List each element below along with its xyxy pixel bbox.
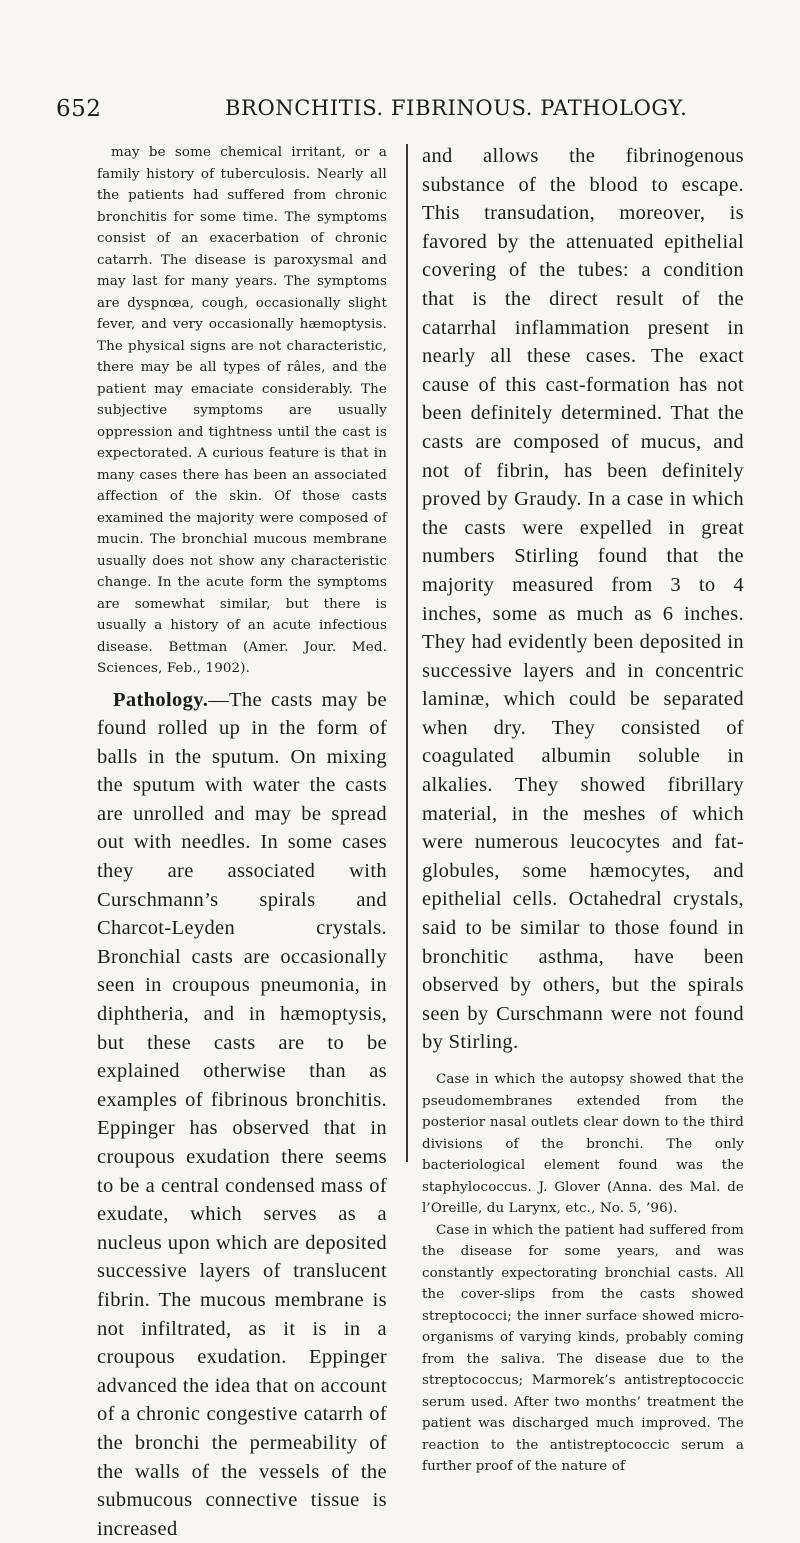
page-number: 652	[56, 96, 101, 122]
left-column	[97, 142, 387, 1543]
pathology-continued-paragraph: and allows the fibrinogenous substance of the blood to escape. This transudation, moreover, is favored by the attenuated epithelial covering of the tubes: a condition that is the direct result of the catarrhal inflammation present in nearly all these cases. The exact cause of this cast-formation has not been definitely determined. That the casts are composed of mucus, and not of fibrin, has been definitely proved by Graudy. In a case in which the casts were expelled in great numbers Stirling found that the majority measured from 3 to 4 inches, some as much as 6 inches. They had evidently been deposited in successive layers and in concentric laminæ, which could be separated when dry. They consisted of coagulated albumin soluble in alkalies. They showed fibrillary material, in the meshes of which were numerous leucocytes and fat-globules, some hæmocytes, and epithelial cells. Octahedral crystals, said to be similar to those found in bronchitic asthma, have been observed by others, but the spirals seen by Curschmann were not found by Stirling.	[422, 142, 744, 1057]
pathology-paragraph	[97, 686, 387, 1543]
case-report-2: Case in which the patient had suffered from the disease for some years, and was constantly expectorating bronchial casts. All the cover-slips from the casts showed streptococci; the inner surface showed micro-organisms of varying kinds, probably coming from the saliva. The disease due to the streptococcus; Marmorek’s antistreptococcic serum used. After two months’ treatment the patient was discharged much improved. The reaction to the antistreptococcic serum a further proof of the nature of	[422, 1220, 744, 1478]
symptoms-paragraph: may be some chemical irritant, or a family history of tuberculosis. Nearly all the patients had suffered from chronic bronchitis for some time. The symptoms consist of an exacerbation of chronic catarrh. The disease is paroxysmal and may last for many years. The symptoms are dyspnœa, cough, occasionally slight fever, and very occasionally hæmoptysis. The physical signs are not characteristic, there may be all types of râles, and the patient may emaciate considerably. The subjective symptoms are usually oppression and tightness until the cast is expectorated. A curious feature is that in many cases there has been an associated affection of the skin. Of those casts examined the majority were composed of mucin. The bronchial mucous membrane usually does not show any characteristic change. In the acute form the symptoms are somewhat similar, but there is usually a history of an acute infectious disease. Bettman (Amer. Jour. Med. Sciences, Feb., 1902).	[97, 142, 387, 680]
column-divider	[406, 144, 408, 1162]
right-column	[422, 142, 744, 1478]
pathology-heading: Pathology.	[113, 689, 208, 711]
running-head: BRONCHITIS. FIBRINOUS. PATHOLOGY.	[225, 96, 687, 120]
case-report-1: Case in which the autopsy showed that the pseudomembranes extended from the posterior nasal outlets clear down to the third divisions of the bronchi. The only bacteriological element found was the staphylococcus. J. Glover (Anna. des Mal. de l’Oreille, du Larynx, etc., No. 5, ’96).	[422, 1069, 744, 1220]
pathology-text: —The casts may be found rolled up in the form of balls in the sputum. On mixing the sputum with water the casts are unrolled and may be spread out with needles. In some cases they are associated with Curschmann’s spirals and Charcot-Leyden crystals. Bronchial casts are occasionally seen in croupous pneumonia, in diphtheria, and in hæmoptysis, but these casts are to be explained otherwise than as examples of fibrinous bronchitis. Eppinger has observed that in croupous exudation there seems to be a central condensed mass of exudate, which serves as a nucleus upon which are deposited successive layers of translucent fibrin. The mucous membrane is not infiltrated, as it is in a croupous exudation. Eppinger advanced the idea that on account of a chronic congestive catarrh of the bronchi the permeability of the walls of the vessels of the submucous connective tissue is increased	[97, 689, 387, 1540]
